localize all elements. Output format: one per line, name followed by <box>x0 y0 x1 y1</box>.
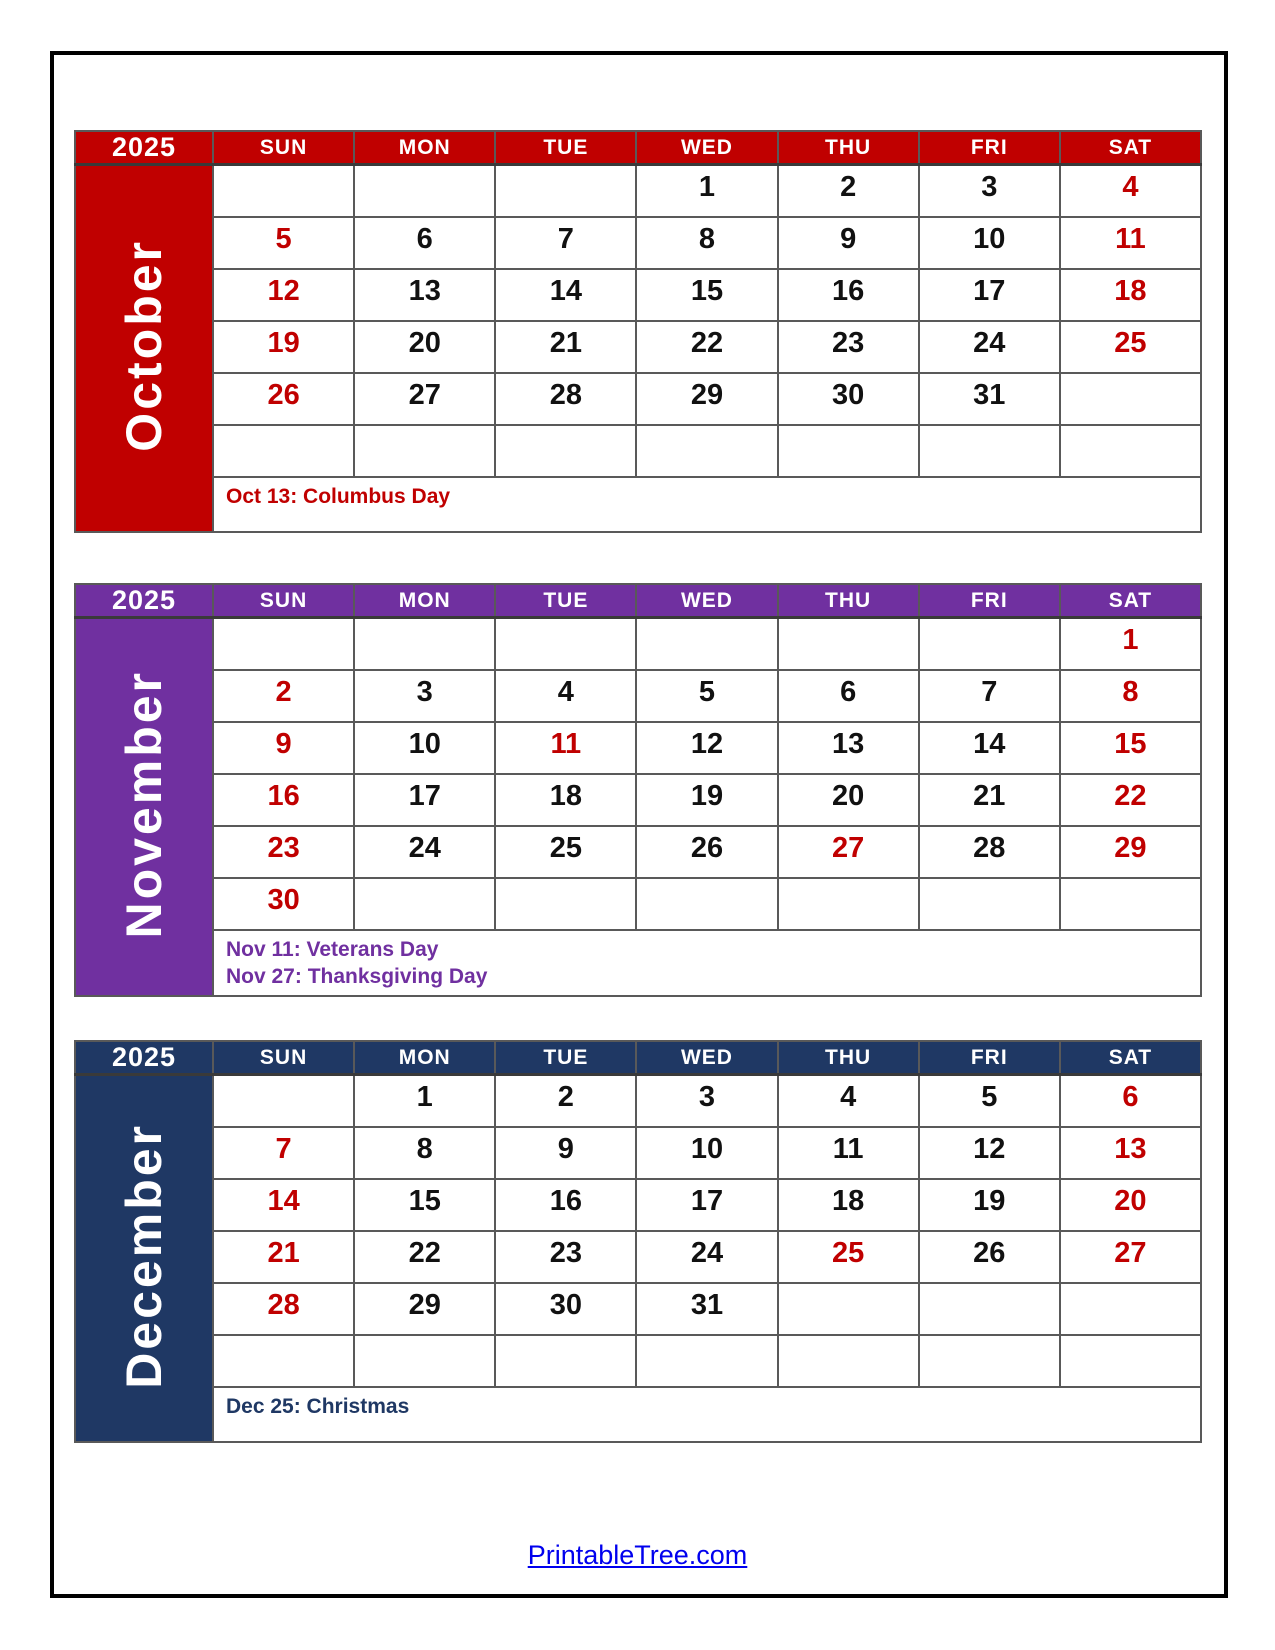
month-sidebar-october <box>75 165 213 532</box>
day-november-26: 26 <box>636 826 777 878</box>
week-row <box>75 269 1201 321</box>
empty-cell <box>213 1075 354 1127</box>
empty-cell <box>636 1335 777 1387</box>
empty-cell <box>354 425 495 477</box>
day-october-27: 27 <box>354 373 495 425</box>
day-october-5: 5 <box>213 217 354 269</box>
day-december-18: 18 <box>778 1179 919 1231</box>
week-row <box>75 1335 1201 1387</box>
empty-cell <box>919 618 1060 670</box>
empty-cell <box>1060 1283 1201 1335</box>
day-october-21: 21 <box>495 321 636 373</box>
weekday-header-tue: TUE <box>495 131 636 165</box>
empty-cell <box>778 618 919 670</box>
day-october-6: 6 <box>354 217 495 269</box>
day-november-15: 15 <box>1060 722 1201 774</box>
year-label: 2025 <box>75 584 213 618</box>
day-october-18: 18 <box>1060 269 1201 321</box>
day-october-11: 11 <box>1060 217 1201 269</box>
weekday-header-wed: WED <box>636 584 777 618</box>
weekday-header-wed: WED <box>636 1041 777 1075</box>
day-october-30: 30 <box>778 373 919 425</box>
weekday-header-wed: WED <box>636 131 777 165</box>
day-october-7: 7 <box>495 217 636 269</box>
day-october-31: 31 <box>919 373 1060 425</box>
day-december-16: 16 <box>495 1179 636 1231</box>
empty-cell <box>778 425 919 477</box>
year-label: 2025 <box>75 131 213 165</box>
holiday-notes-december <box>213 1387 1201 1442</box>
weekday-header-mon: MON <box>354 1041 495 1075</box>
week-row <box>75 217 1201 269</box>
day-december-10: 10 <box>636 1127 777 1179</box>
empty-cell <box>919 425 1060 477</box>
day-october-28: 28 <box>495 373 636 425</box>
footer <box>0 1540 1275 1571</box>
month-sidebar-november <box>75 618 213 997</box>
day-december-22: 22 <box>354 1231 495 1283</box>
empty-cell <box>778 1283 919 1335</box>
weekday-header-sat: SAT <box>1060 1041 1201 1075</box>
day-december-31: 31 <box>636 1283 777 1335</box>
week-row <box>75 774 1201 826</box>
weekday-header-thu: THU <box>778 131 919 165</box>
day-december-20: 20 <box>1060 1179 1201 1231</box>
day-december-9: 9 <box>495 1127 636 1179</box>
empty-cell <box>636 425 777 477</box>
week-row <box>75 425 1201 477</box>
week-row <box>75 321 1201 373</box>
day-october-19: 19 <box>213 321 354 373</box>
day-november-17: 17 <box>354 774 495 826</box>
day-november-27: 27 <box>778 826 919 878</box>
day-november-6: 6 <box>778 670 919 722</box>
day-october-14: 14 <box>495 269 636 321</box>
week-row <box>75 1075 1201 1127</box>
weekday-header-tue: TUE <box>495 1041 636 1075</box>
day-november-14: 14 <box>919 722 1060 774</box>
empty-cell <box>495 1335 636 1387</box>
day-october-3: 3 <box>919 165 1060 217</box>
day-november-28: 28 <box>919 826 1060 878</box>
day-december-17: 17 <box>636 1179 777 1231</box>
day-october-29: 29 <box>636 373 777 425</box>
day-november-30: 30 <box>213 878 354 930</box>
day-december-28: 28 <box>213 1283 354 1335</box>
day-october-16: 16 <box>778 269 919 321</box>
day-november-3: 3 <box>354 670 495 722</box>
november-calendar-table <box>74 583 1202 997</box>
weekday-header-sun: SUN <box>213 584 354 618</box>
day-october-15: 15 <box>636 269 777 321</box>
weekday-header-row <box>75 1041 1201 1075</box>
month-sidebar-december <box>75 1075 213 1442</box>
weekday-header-sat: SAT <box>1060 131 1201 165</box>
day-december-21: 21 <box>213 1231 354 1283</box>
day-november-8: 8 <box>1060 670 1201 722</box>
day-october-25: 25 <box>1060 321 1201 373</box>
day-november-25: 25 <box>495 826 636 878</box>
day-november-1: 1 <box>1060 618 1201 670</box>
day-november-12: 12 <box>636 722 777 774</box>
day-october-12: 12 <box>213 269 354 321</box>
day-november-13: 13 <box>778 722 919 774</box>
week-row <box>75 1127 1201 1179</box>
empty-cell <box>778 878 919 930</box>
day-november-21: 21 <box>919 774 1060 826</box>
empty-cell <box>354 618 495 670</box>
week-row <box>75 670 1201 722</box>
day-december-14: 14 <box>213 1179 354 1231</box>
day-november-16: 16 <box>213 774 354 826</box>
empty-cell <box>636 618 777 670</box>
day-october-17: 17 <box>919 269 1060 321</box>
day-december-30: 30 <box>495 1283 636 1335</box>
month-name-label: October <box>116 239 172 453</box>
day-november-10: 10 <box>354 722 495 774</box>
day-december-6: 6 <box>1060 1075 1201 1127</box>
empty-cell <box>213 165 354 217</box>
weekday-header-sun: SUN <box>213 131 354 165</box>
day-december-3: 3 <box>636 1075 777 1127</box>
holiday-note: Nov 11: Veterans Day <box>226 937 439 961</box>
day-november-24: 24 <box>354 826 495 878</box>
empty-cell <box>778 1335 919 1387</box>
december-calendar-table <box>74 1040 1202 1443</box>
weekday-header-fri: FRI <box>919 1041 1060 1075</box>
weekday-header-mon: MON <box>354 584 495 618</box>
empty-cell <box>213 425 354 477</box>
holiday-note: Dec 25: Christmas <box>226 1394 410 1418</box>
weekday-header-row <box>75 131 1201 165</box>
week-row <box>75 826 1201 878</box>
weekday-header-sun: SUN <box>213 1041 354 1075</box>
printabletree-link[interactable]: PrintableTree.com <box>527 1540 748 1570</box>
day-november-29: 29 <box>1060 826 1201 878</box>
notes-row <box>75 477 1201 532</box>
day-november-2: 2 <box>213 670 354 722</box>
day-december-15: 15 <box>354 1179 495 1231</box>
day-december-25: 25 <box>778 1231 919 1283</box>
day-december-4: 4 <box>778 1075 919 1127</box>
day-december-29: 29 <box>354 1283 495 1335</box>
empty-cell <box>495 618 636 670</box>
day-december-19: 19 <box>919 1179 1060 1231</box>
day-december-5: 5 <box>919 1075 1060 1127</box>
holiday-notes-november <box>213 930 1201 997</box>
day-december-26: 26 <box>919 1231 1060 1283</box>
day-december-1: 1 <box>354 1075 495 1127</box>
day-december-11: 11 <box>778 1127 919 1179</box>
day-october-23: 23 <box>778 321 919 373</box>
day-november-23: 23 <box>213 826 354 878</box>
week-row <box>75 618 1201 670</box>
week-row <box>75 878 1201 930</box>
day-november-4: 4 <box>495 670 636 722</box>
weekday-header-fri: FRI <box>919 584 1060 618</box>
day-october-20: 20 <box>354 321 495 373</box>
day-november-20: 20 <box>778 774 919 826</box>
day-october-9: 9 <box>778 217 919 269</box>
day-october-10: 10 <box>919 217 1060 269</box>
empty-cell <box>354 165 495 217</box>
day-december-13: 13 <box>1060 1127 1201 1179</box>
day-october-26: 26 <box>213 373 354 425</box>
day-december-24: 24 <box>636 1231 777 1283</box>
weekday-header-row <box>75 584 1201 618</box>
empty-cell <box>354 1335 495 1387</box>
day-december-27: 27 <box>1060 1231 1201 1283</box>
empty-cell <box>354 878 495 930</box>
weekday-header-thu: THU <box>778 1041 919 1075</box>
week-row <box>75 722 1201 774</box>
empty-cell <box>495 165 636 217</box>
day-october-22: 22 <box>636 321 777 373</box>
weekday-header-tue: TUE <box>495 584 636 618</box>
weekday-header-mon: MON <box>354 131 495 165</box>
notes-row <box>75 1387 1201 1442</box>
empty-cell <box>636 878 777 930</box>
day-december-8: 8 <box>354 1127 495 1179</box>
october-calendar-table <box>74 130 1202 533</box>
week-row <box>75 165 1201 217</box>
holiday-note: Oct 13: Columbus Day <box>226 484 451 508</box>
day-october-2: 2 <box>778 165 919 217</box>
empty-cell <box>213 618 354 670</box>
day-october-1: 1 <box>636 165 777 217</box>
empty-cell <box>919 1283 1060 1335</box>
empty-cell <box>495 425 636 477</box>
day-october-8: 8 <box>636 217 777 269</box>
month-name-label: November <box>116 670 172 939</box>
week-row <box>75 373 1201 425</box>
day-november-7: 7 <box>919 670 1060 722</box>
day-october-4: 4 <box>1060 165 1201 217</box>
day-december-12: 12 <box>919 1127 1060 1179</box>
empty-cell <box>919 878 1060 930</box>
day-november-9: 9 <box>213 722 354 774</box>
empty-cell <box>1060 425 1201 477</box>
day-november-22: 22 <box>1060 774 1201 826</box>
holiday-notes-october <box>213 477 1201 532</box>
day-november-18: 18 <box>495 774 636 826</box>
day-november-5: 5 <box>636 670 777 722</box>
week-row <box>75 1179 1201 1231</box>
month-name-label: December <box>116 1122 172 1389</box>
notes-row <box>75 930 1201 997</box>
day-december-23: 23 <box>495 1231 636 1283</box>
day-october-24: 24 <box>919 321 1060 373</box>
weekday-header-fri: FRI <box>919 131 1060 165</box>
empty-cell <box>919 1335 1060 1387</box>
weekday-header-thu: THU <box>778 584 919 618</box>
day-november-19: 19 <box>636 774 777 826</box>
day-december-2: 2 <box>495 1075 636 1127</box>
week-row <box>75 1283 1201 1335</box>
empty-cell <box>1060 878 1201 930</box>
day-october-13: 13 <box>354 269 495 321</box>
day-november-11: 11 <box>495 722 636 774</box>
year-label: 2025 <box>75 1041 213 1075</box>
empty-cell <box>495 878 636 930</box>
empty-cell <box>1060 1335 1201 1387</box>
holiday-note: Nov 27: Thanksgiving Day <box>226 964 488 988</box>
weekday-header-sat: SAT <box>1060 584 1201 618</box>
day-december-7: 7 <box>213 1127 354 1179</box>
week-row <box>75 1231 1201 1283</box>
empty-cell <box>213 1335 354 1387</box>
empty-cell <box>1060 373 1201 425</box>
